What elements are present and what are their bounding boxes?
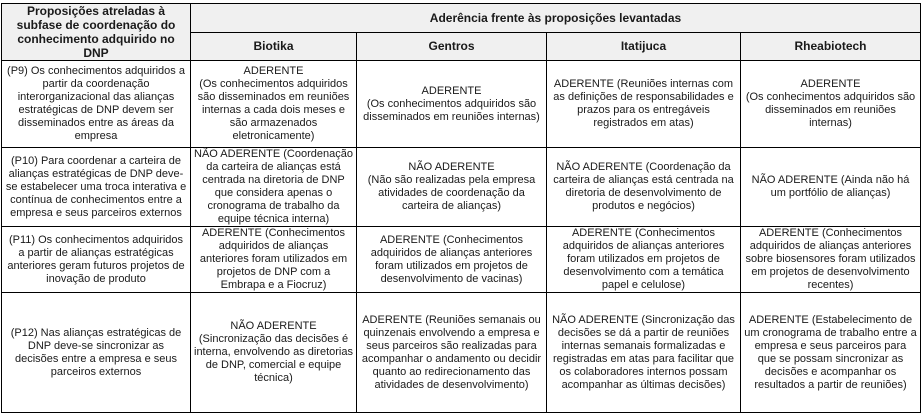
detail-text: (Ainda não há um portfólio de alianças) — [770, 174, 910, 199]
adherence-table — [1, 3, 921, 413]
status-label: NÃO ADERENTE — [194, 148, 281, 160]
status-label: ADERENTE — [553, 78, 614, 90]
detail-text: (Estabelecimento de um cronograma de trabalho entre a empresa e seus parceiros para que se possam sincronizar as decisões e acompanhar os resultados a partir de reuniões) — [744, 313, 917, 391]
table-row-p9 — [2, 61, 921, 148]
adherence-cell — [547, 227, 741, 293]
detail-text: (Os conhecimentos adquiridos são disseminados em reuniões internas a cada dois meses e são armazenados eletronicamente) — [197, 78, 350, 142]
table-row-p11 — [2, 227, 921, 293]
detail-text: (Coordenação da carteira de alianças está centrada na diretoria de desenvolvimento de produtos e negócios) — [553, 161, 734, 212]
column-header-biotika: Biotika — [191, 32, 357, 61]
status-label: NÃO ADERENTE — [751, 174, 838, 186]
status-label: NÃO ADERENTE — [552, 313, 639, 326]
adherence-cell — [357, 148, 547, 227]
adherence-cell — [357, 293, 547, 413]
detail-text: (Coordenação da carteira de alianças está centrada na diretoria de DNP que considera apenas o cronograma de trabalho da equipe técnica interna) — [202, 148, 353, 225]
status-label: ADERENTE — [800, 78, 861, 90]
adherence-cell — [191, 293, 357, 413]
propositions-column-header: Proposições atreladas à subfase de coordenação do conhecimento adquirido no DNP — [2, 4, 191, 61]
column-header-itatijuca: Itatijuca — [547, 32, 741, 61]
column-header-rheabiotech: Rheabiotech — [741, 32, 921, 61]
adherence-cell — [357, 61, 547, 148]
adherence-cell — [191, 227, 357, 293]
status-label: NÃO ADERENTE — [408, 161, 495, 173]
adherence-cell — [547, 61, 741, 148]
status-label: ADERENTE — [748, 313, 809, 326]
status-label: NÃO ADERENTE — [230, 320, 317, 332]
adherence-cell — [357, 227, 547, 293]
table-row-p10 — [2, 148, 921, 227]
adherence-cell — [191, 148, 357, 227]
adherence-cell — [741, 61, 921, 148]
detail-text: (Sincronização das decisões é interna, envolvendo as diretorias de DNP, comercial e equipe técnica) — [194, 333, 353, 384]
detail-text: (Os conhecimentos adquiridos são disseminados em reuniões internas) — [745, 91, 916, 129]
detail-text: (Sincronização das decisões se dá a partir de reuniões internas semanais formalizadas e registradas em atas para facilitar que os colaboradores internos possam acompanhar as últimas decisões) — [553, 313, 735, 391]
column-header-gentros: Gentros — [357, 32, 547, 61]
detail-text: (Os conhecimentos adquiridos são disseminados em reuniões internas) — [363, 97, 540, 123]
detail-text: (Não são realizadas pela empresa atividades de coordenação da carteira de alianças) — [367, 174, 536, 212]
status-label: ADERENTE — [379, 233, 440, 246]
proposition-cell: (P12) Nas alianças estratégicas de DNP deve-se sincronizar as decisões entre a empresa e seus parceiros externos — [2, 293, 191, 413]
status-label: ADERENTE — [421, 84, 482, 97]
proposition-cell: (P11) Os conhecimentos adquiridos a partir de alianças estratégicas anteriores geram futuros projetos de inovação de produto — [2, 227, 191, 293]
detail-text: (Reuniões semanais ou quinzenais envolvendo a empresa e seus parceiros são realizadas para acompanhar o andamento ou decidir quanto ao redirecionamento das atividades de desenvolvimento) — [361, 313, 542, 391]
proposition-cell: (P9) Os conhecimentos adquiridos a partir da coordenação interorganizacional das alianças estratégicas de DNP devem ser disseminados entre as áreas da empresa — [2, 61, 191, 148]
adherence-cell — [547, 148, 741, 227]
status-label: ADERENTE — [571, 227, 632, 239]
adherence-cell — [741, 293, 921, 413]
detail-text: (Reuniões internas com as definições de responsabilidades e prazos para os entregáveis registrados em atas) — [553, 78, 734, 129]
adherence-cell — [191, 61, 357, 148]
detail-text: (Conhecimentos adquiridos de alianças anteriores foram utilizados em projetos de desenvolvimento de vacinas) — [370, 233, 533, 285]
status-label: ADERENTE — [201, 227, 262, 239]
adherence-group-header: Aderência frente às proposições levantadas — [191, 4, 921, 33]
status-label: ADERENTE — [243, 65, 304, 77]
status-label: ADERENTE — [758, 227, 819, 239]
status-label: ADERENTE — [362, 313, 423, 326]
adherence-cell — [741, 148, 921, 227]
detail-text: (Conhecimentos adquiridos de alianças anteriores foram utilizados em projetos de DNP com a Embrapa e a Fiocruz) — [199, 227, 348, 291]
status-label: NÃO ADERENTE — [556, 161, 643, 173]
adherence-cell — [547, 293, 741, 413]
table-row-p12 — [2, 293, 921, 413]
detail-text: (Conhecimentos adquiridos de alianças anteriores foram utilizados em projetos de desenvolvimento com a temática papel e celulose) — [562, 227, 725, 291]
proposition-cell: (P10) Para coordenar a carteira de alianças estratégicas de DNP deve-se estabelecer uma troca interativa e contínua de conhecimentos entre a empresa e seus parceiros externos — [2, 148, 191, 227]
detail-text: (Conhecimentos adquiridos de alianças anteriores sobre biosensores foram utilizados em projetos de desenvolvimento recentes) — [745, 227, 916, 291]
adherence-cell — [741, 227, 921, 293]
